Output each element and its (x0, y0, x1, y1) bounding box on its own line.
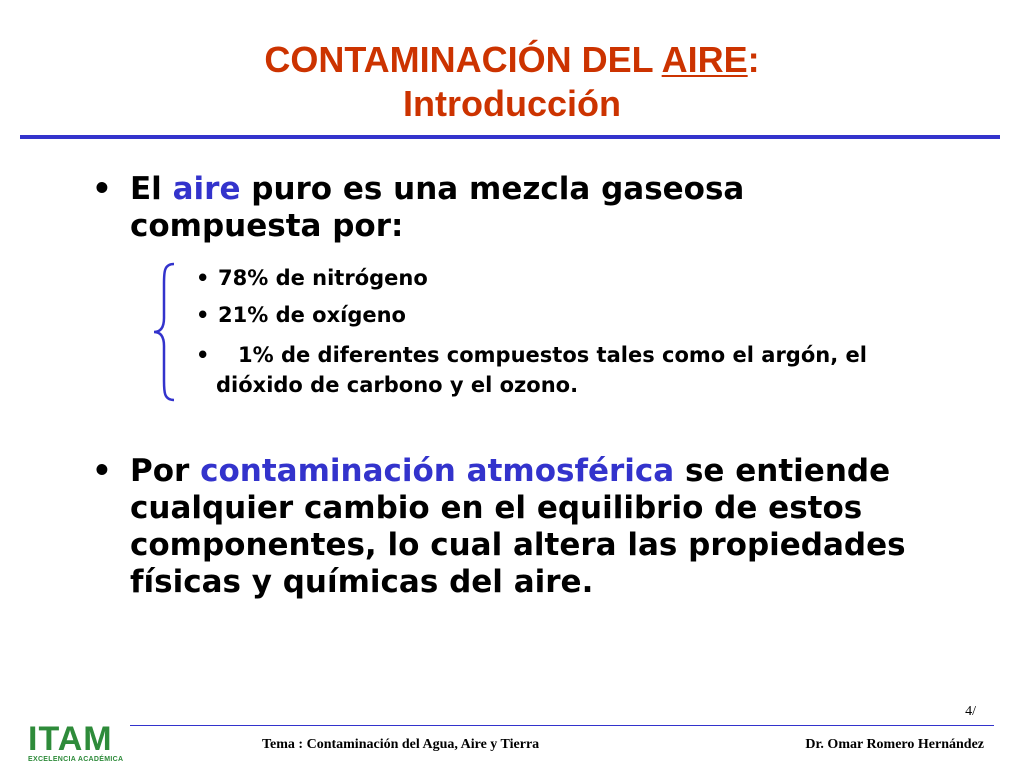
bullet-item-1 (92, 171, 932, 245)
subitem-text: 78% de nitrógeno (218, 266, 428, 290)
subitem-1 (196, 263, 956, 293)
logo-wordmark: ITAM (28, 720, 113, 758)
bullet-icon: • (196, 343, 210, 367)
curly-brace-icon (150, 262, 180, 402)
title-line-2: Introducción (403, 83, 621, 124)
bullet-icon: • (92, 171, 112, 207)
title-highlight: AIRE (661, 39, 748, 80)
bullet-icon: • (196, 303, 210, 327)
title-divider (20, 135, 1000, 139)
subitem-text: 1% de diferentes compuestos tales como el argón, el dióxido de carbono y el ozono. (216, 343, 867, 397)
bullet-highlight: contaminación atmosférica (200, 453, 675, 489)
bullet-highlight: aire (172, 171, 241, 207)
subitem-text: 21% de oxígeno (218, 303, 406, 327)
bullet-text (130, 453, 972, 601)
bullet-icon: • (196, 266, 210, 290)
page-number: 4/ (965, 704, 976, 719)
footer-divider (130, 725, 994, 726)
bullet-text-pre: Por (130, 453, 201, 489)
title-line-1 (0, 38, 1024, 82)
slide-title (0, 38, 1024, 126)
bullet-text-post: puro es una mezcla gaseosa compuesta por: (130, 171, 745, 244)
bullet-icon: • (92, 453, 112, 489)
bullet-text-post: se entiende cualquier cambio en el equilibrio de estos componentes, lo cual altera las propiedades físicas y químicas del aire. (130, 453, 906, 600)
subitem-3 (196, 340, 956, 400)
title-prefix: CONTAMINACIÓN DEL (264, 39, 662, 80)
footer-topic: Tema : Contaminación del Agua, Aire y Tierra (262, 737, 540, 752)
bullet-item-2 (92, 453, 972, 601)
itam-logo (28, 720, 128, 764)
bullet-text-pre: El (130, 171, 173, 207)
subitem-2 (196, 300, 956, 330)
subitem-wrapper (216, 340, 956, 400)
bullet-text (130, 171, 932, 245)
title-suffix: : (747, 39, 760, 80)
logo-tagline: EXCELENCIA ACADÉMICA (28, 756, 124, 763)
footer-author: Dr. Omar Romero Hernández (805, 737, 984, 752)
